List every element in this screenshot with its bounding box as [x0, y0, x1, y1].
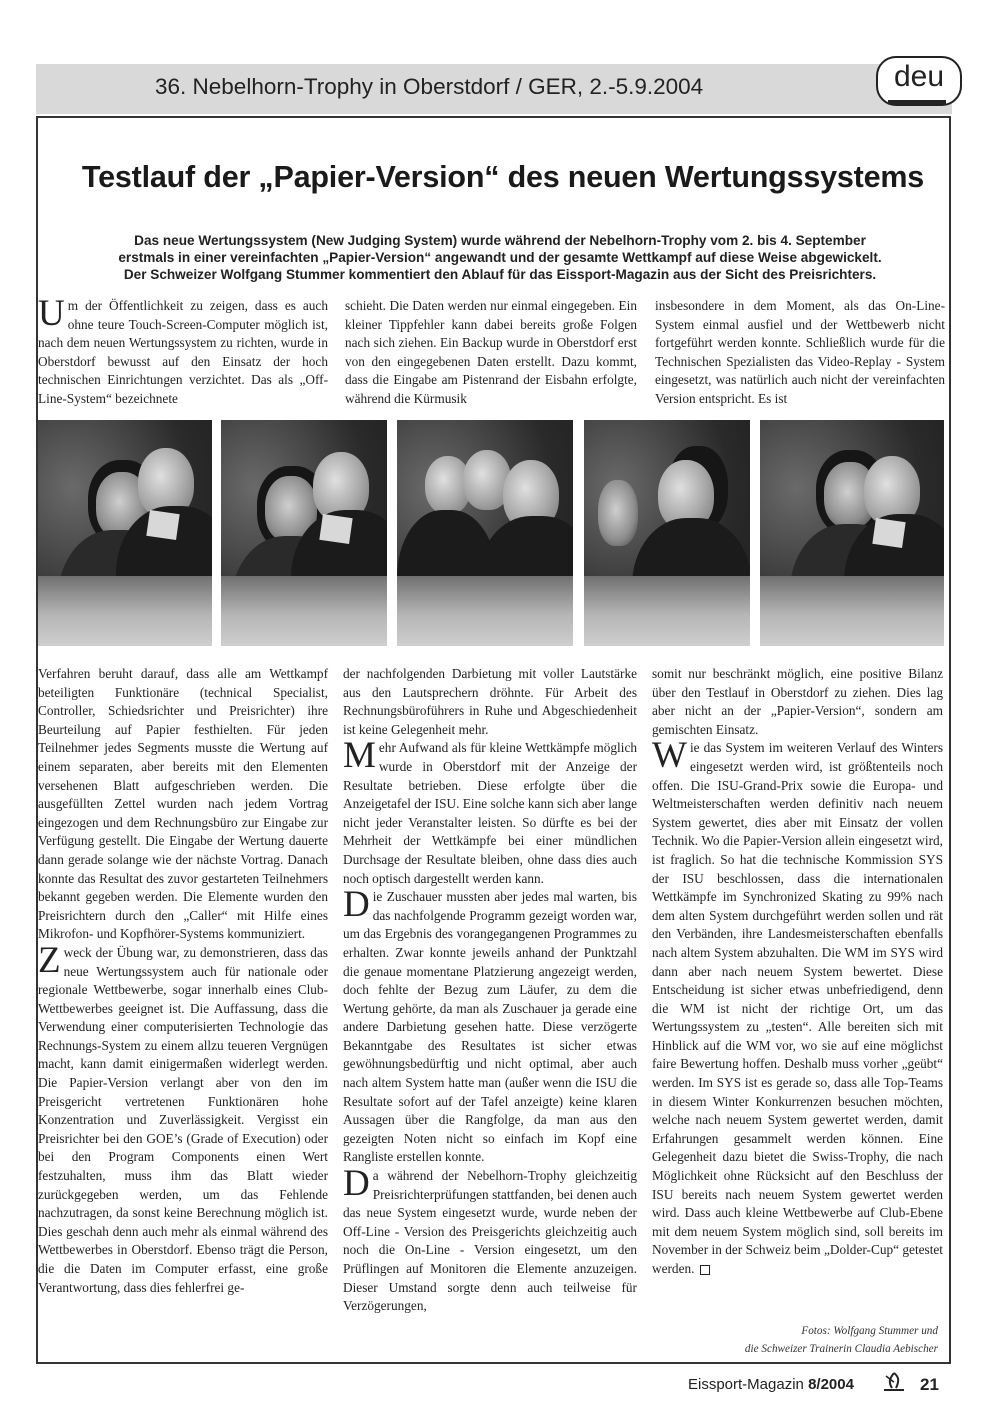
bottom-column-2: [343, 665, 637, 1316]
paragraph: der nachfolgenden Darbietung mit voller Lautstärke aus den Lautsprechern dröhnte. Für Arbeit des Rechnungsbüroführers in Ruhe und Abgeschiedenheit ist keine Gelegenheit mehr.: [343, 666, 637, 737]
magazine-name: Eissport-Magazin: [688, 1376, 804, 1393]
event-title: 36. Nebelhorn-Trophy in Oberstdorf / GER, 2.-5.9.2004: [155, 74, 704, 99]
photo-judges-2: [221, 420, 387, 646]
paragraph: ie Zuschauer mussten aber jedes mal warten, bis das nachfolgende Programm gezeigt worden war, um das Ergebnis des vorangegangenen Programmes zu erhalten. Zwar konnte jeweils anhand der Punktzahl die genaue momentane Platzierung angezeigt werden, doch fehlte der Bezug zum Läufer, zu dem die Wertung gehörte, da man als Zuschauer ja gerade eine andere Darbietung gesehen hatte. Diese verzögerte Bekanntgabe des Resultates ist sicher etwas gewöhnungsbedürftig und nicht optimal, aber auch nach altem System hatte man (außer wenn die ISU die Resultate sofort auf der Tafel anzeigte) keine klaren Aussagen über die Rangfolge, da man aus den gezeigten Noten nicht so einfach im Kopf eine Rangliste erstellen konnte.: [343, 889, 637, 1165]
lead-line: Der Schweizer Wolfgang Stummer kommentiert den Ablauf für das Eissport-Magazin aus der Sicht des Preisrichters.: [123, 267, 877, 282]
language-badge: deu: [876, 56, 962, 106]
credits-line: Fotos: Wolfgang Stummer und: [801, 1325, 938, 1337]
paragraph: insbesondere in dem Moment, als das On-Line-System einmal ausfiel und der Wettbewerb nicht fortgeführt werden konnte. Schließlich wurde für die Technischen Spezialisten das Video-Replay - System eingesetzt, was natürlich auch nicht der vereinfachten Version entspricht. Es ist: [655, 298, 945, 406]
lead-line: Das neue Wertungssystem (New Judging System) wurde während der Nebelhorn-Trophy vom 2. bis 4. September: [134, 233, 866, 248]
drop-cap: W: [652, 735, 687, 777]
photo-judges-3: [397, 420, 573, 646]
lead-line: erstmals in einer vereinfachten „Papier-Version“ angewandt und der gesamte Wettkampf auf diese Weise abgewickelt.: [118, 250, 882, 265]
paragraph: somit nur beschränkt möglich, eine positive Bilanz über den Testlauf in Oberstdorf zu ziehen. Dies lag aber nicht an der „Papier-Version“, sondern am gemischten Einsatz.: [652, 666, 943, 737]
top-column-1: [38, 293, 328, 409]
paragraph: m der Öffentlichkeit zu zeigen, dass es auch ohne teure Touch-Screen-Computer möglich ist, nach dem neuen Wertungssystem zu richten, wurde in Oberstdorf bewusst auf den Einsatz der hoch technischen Einrichtungen verzichtet. Das als „Off-Line-System“ bezeichnete: [38, 298, 328, 406]
top-column-2: [345, 297, 637, 409]
drop-cap: D: [343, 884, 370, 926]
end-mark-icon: [700, 1265, 710, 1275]
drop-cap: U: [38, 293, 65, 334]
photo-judges-1: [38, 420, 212, 646]
credits-line: die Schweizer Trainerin Claudia Aebischer: [744, 1343, 938, 1355]
badge-underline: [888, 100, 946, 104]
footer: [688, 1376, 854, 1393]
photo-judges-5: [760, 420, 944, 646]
photo-strip: [38, 420, 944, 646]
article-lead: [60, 232, 940, 283]
paragraph: Verfahren beruht darauf, dass alle am Wettkampf beteiligten Funktionäre (technical Specialist, Controller, Schiedsrichter und Preisrichter) ihre Beurteilung auf Papier festhielten. Für jeden Teilnehmer jedes Segments musste die Wertung auf einem separaten, aber bereits mit den Elementen versehenen Blatt aufgeschrieben werden. Die ausgefüllten Zettel wurden nach jedem Vortrag eingezogen und dem Rechnungsbüro zur Eingabe zur Verfügung gestellt. Die Eingabe der Wertung dauerte dann gerade solange wie der nächste Vortrag. Danach konnte das Resultat des zuvor gestarteten Teilnehmers bekannt gegeben werden. Die Elemente wurden den Preisrichtern durch den „Caller“ mit Hilfe eines Mikrofon- und Kopfhörer-Systems kommuniziert.: [38, 666, 328, 942]
paragraph: weck der Übung war, zu demonstrieren, dass das neue Wertungssystem auch für nationale oder regionale Wettbewerbe, sogar innerhalb eines Club-Wettbewerbes geeignet ist. Die Auffassung, dass die Verwendung einer computerisierten Technologie das Rechnungs-System zu einem allzu teueren Vergnügen macht, kann damit einigermaßen widerlegt werden. Die Papier-Version verlangt aber von den im Preisgericht vertretenen Funktionären hohe Konzentration und Zuverlässigkeit. Vergisst ein Preisrichter bei den GOE’s (Grade of Execution) oder bei den Program Components einen Wert festzuhalten, muss ihm das Blatt wieder zurückgegeben werden, um das Fehlende nachzutragen, da sonst keine Berechnung möglich ist. Dies geschah denn auch mehr als einmal während des Wettbewerbes in Oberstdorf. Ebenso trägt die Person, die die Daten im Computer erfasst, eine große Verantwortung, dass dies fehlerfrei ge-: [38, 944, 328, 1295]
paragraph: ehr Aufwand als für kleine Wettkämpfe möglich wurde in Oberstdorf mit der Anzeige der Resultate betrieben. Diese erfolgte über die Anzeigetafel der ISU. Eine solche kann sich aber lange nicht jeder Veranstalter leisten. So dürfte es bei der Mehrheit der Wettkämpfe bei einer mündlichen Durchsage der Resultate bleiben, ohne dass dies auch noch optisch dargestellt werden kann.: [343, 740, 637, 886]
bottom-column-1: [38, 665, 328, 1297]
issue-number: 8/2004: [808, 1376, 854, 1393]
bottom-column-3: [652, 665, 943, 1279]
paragraph: schieht. Die Daten werden nur einmal eingegeben. Ein kleiner Tippfehler kann dabei bereits große Folgen nach sich ziehen. Ein Backup wurde in Oberstdorf erst von den eingegebenen Daten erstellt. Dazu kommt, dass die Eingabe am Pistenrand der Eisbahn erfolgte, während die Kürmusik: [345, 298, 637, 406]
photo-credits: [640, 1322, 938, 1358]
skater-logo-icon: [880, 1370, 908, 1394]
drop-cap: D: [343, 1163, 370, 1205]
drop-cap: M: [343, 735, 376, 777]
photo-judges-4: [584, 420, 750, 646]
drop-cap: Z: [38, 939, 61, 981]
paragraph: ie das System im weiteren Verlauf des Winters eingesetzt werden wird, ist größtenteils noch offen. Die ISU-Grand-Prix sowie die Europa- und Weltmeisterschaften werden definitiv nach neuem System gewertet, dies aber mit Einsatz der vollen Technik. Wo die Papier-Version allein eingesetzt wird, ist fraglich. So hat die technische Kommission SYS der ISU beschlossen, dass die internationalen Wettkämpfe im Synchronized Skating zu 99% nach dem alten System durchgeführt werden sollen und rät den Verbänden, ihre Landesmeisterschaften ebenfalls nach altem System abzuhalten. Die WM im SYS wird dann aber nach neuem System bewertet. Diese Entscheidung ist sicher etwas unbefriedigend, denn die WM ist nicht der richtige Ort, um das Wertungssystem zu „testen“. Alle bereiten sich mit Hinblick auf die WM vor, wo sie auf eine möglichst faire Bewertung hoffen. Deshalb muss vorher „geübt“ werden. Im SYS ist es gerade so, dass alle Top-Teams in diesem Winter Konkurrenzen besuchen möchten, welche nach neuem System gewertet werden, damit Erfahrungen gesammelt werden können. Eine Gelegenheit dazu bietet die Swiss-Trophy, die nach Möglichkeit ohne Rücksicht auf den Beschluss der ISU bereits nach neuem System gewertet werden wird. Dass auch kleine Wettbewerbe auf Club-Ebene mit dem neuem System möglich sind, soll bereits im November in der Schweiz beim „Dolder-Cup“ getestet werden.: [652, 740, 943, 1276]
article-headline: Testlauf der „Papier-Version“ des neuen Wertungssystems: [81, 160, 925, 194]
page-number: 21: [920, 1375, 939, 1394]
paragraph: a während der Nebelhorn-Trophy gleichzeitig Preisrichterprüfungen stattfanden, bei denen auch das neue System eingesetzt wurde, wurde neben der Off-Line - Version des Preisgerichts gleichzeitig auch noch die On-Line - Version eingesetzt, um den Prüflingen auf Monitoren die Elemente anzuzeigen. Dieser Umstand sorgte denn auch teilweise für Verzögerungen,: [343, 1168, 637, 1314]
top-column-3: [655, 297, 945, 409]
